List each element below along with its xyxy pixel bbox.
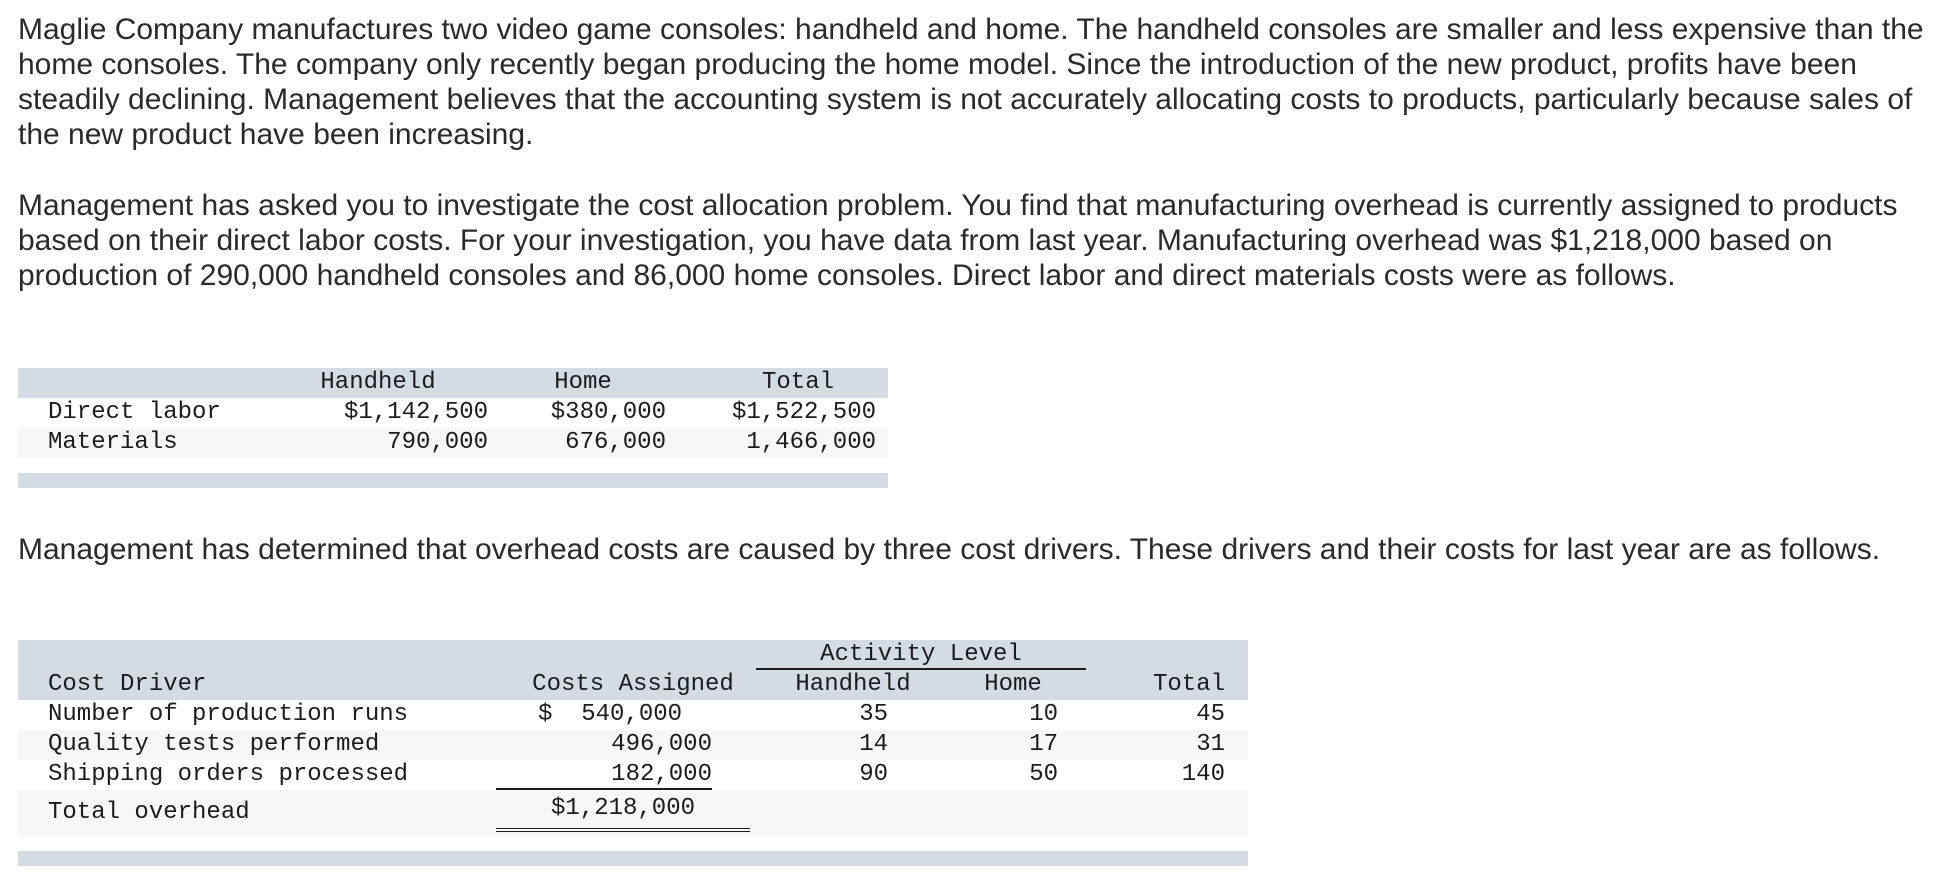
handheld-value: 14 — [859, 731, 888, 758]
row-label: Direct labor — [48, 399, 221, 426]
total-value: 140 — [1181, 761, 1225, 788]
driver-label: Number of production runs — [48, 701, 409, 728]
table-footer-bar — [18, 473, 888, 488]
cost-value: 496,000 — [611, 731, 712, 758]
table-spacer — [18, 458, 888, 473]
table-row — [18, 730, 1248, 760]
table-row — [18, 398, 888, 428]
header-costs-assigned: Costs Assigned — [532, 671, 734, 698]
handheld-value: 790,000 — [387, 429, 488, 456]
total-overhead-label: Total overhead — [48, 799, 250, 826]
header-total: Total — [761, 369, 834, 396]
intro-paragraph-1: Maglie Company manufactures two video game consoles: handheld and home. The handheld consoles are smaller and less expensive than the home consoles. The company only recently began producing the home model. Since the introduction of the new product, profits have been steadily declining. Management believes that the accounting system is not accurately allocating costs to products, particularly because sales of the new product have been increasing. — [18, 13, 1924, 151]
table-header-row — [18, 670, 1248, 700]
total-value: 1,466,000 — [746, 429, 876, 456]
table-row — [18, 760, 1248, 790]
total-overhead-value: $1,218,000 — [496, 794, 750, 832]
activity-level-header: Activity Level — [756, 640, 1086, 670]
table-row — [18, 700, 1248, 730]
home-value: 17 — [1029, 731, 1058, 758]
table-total-row — [18, 790, 1248, 836]
cost-value: 182,000 — [496, 760, 712, 790]
table-row — [18, 428, 888, 458]
table-spacer — [18, 836, 1248, 851]
header-home: Home — [554, 369, 612, 396]
table-footer-bar — [18, 851, 1248, 866]
handheld-value: $1,142,500 — [343, 399, 488, 426]
home-value: 10 — [1029, 701, 1058, 728]
total-value: $1,522,500 — [731, 399, 876, 426]
header-home: Home — [984, 671, 1042, 698]
labor-materials-table — [18, 368, 888, 488]
intro-paragraph-3: Management has determined that overhead costs are caused by three cost drivers. These drivers and their costs for last year are as follows. — [18, 533, 1881, 566]
header-handheld: Handheld — [795, 671, 911, 698]
total-value: 45 — [1196, 701, 1225, 728]
home-value: 676,000 — [565, 429, 666, 456]
intro-paragraph-2: Management has asked you to investigate the cost allocation problem. You find that manufacturing overhead is currently assigned to products based on their direct labor costs. For your investigation, you have data from last year. Manufacturing overhead was $1,218,000 based on production of 290,000 handheld consoles and 86,000 home consoles. Direct labor and direct materials costs were as follows. — [18, 189, 1898, 292]
cost-value: $ 540,000 — [538, 701, 683, 728]
header-handheld: Handheld — [320, 369, 436, 396]
total-value: 31 — [1196, 731, 1225, 758]
home-value: $380,000 — [550, 399, 666, 426]
handheld-value: 90 — [859, 761, 888, 788]
header-cost-driver: Cost Driver — [48, 671, 207, 698]
row-label: Materials — [48, 429, 178, 456]
driver-label: Shipping orders processed — [48, 761, 409, 788]
table-group-header-row — [18, 640, 1248, 670]
cost-driver-table — [18, 640, 1248, 866]
home-value: 50 — [1029, 761, 1058, 788]
table-header-row — [18, 368, 888, 398]
driver-label: Quality tests performed — [48, 731, 380, 758]
handheld-value: 35 — [859, 701, 888, 728]
header-total: Total — [1152, 671, 1225, 698]
